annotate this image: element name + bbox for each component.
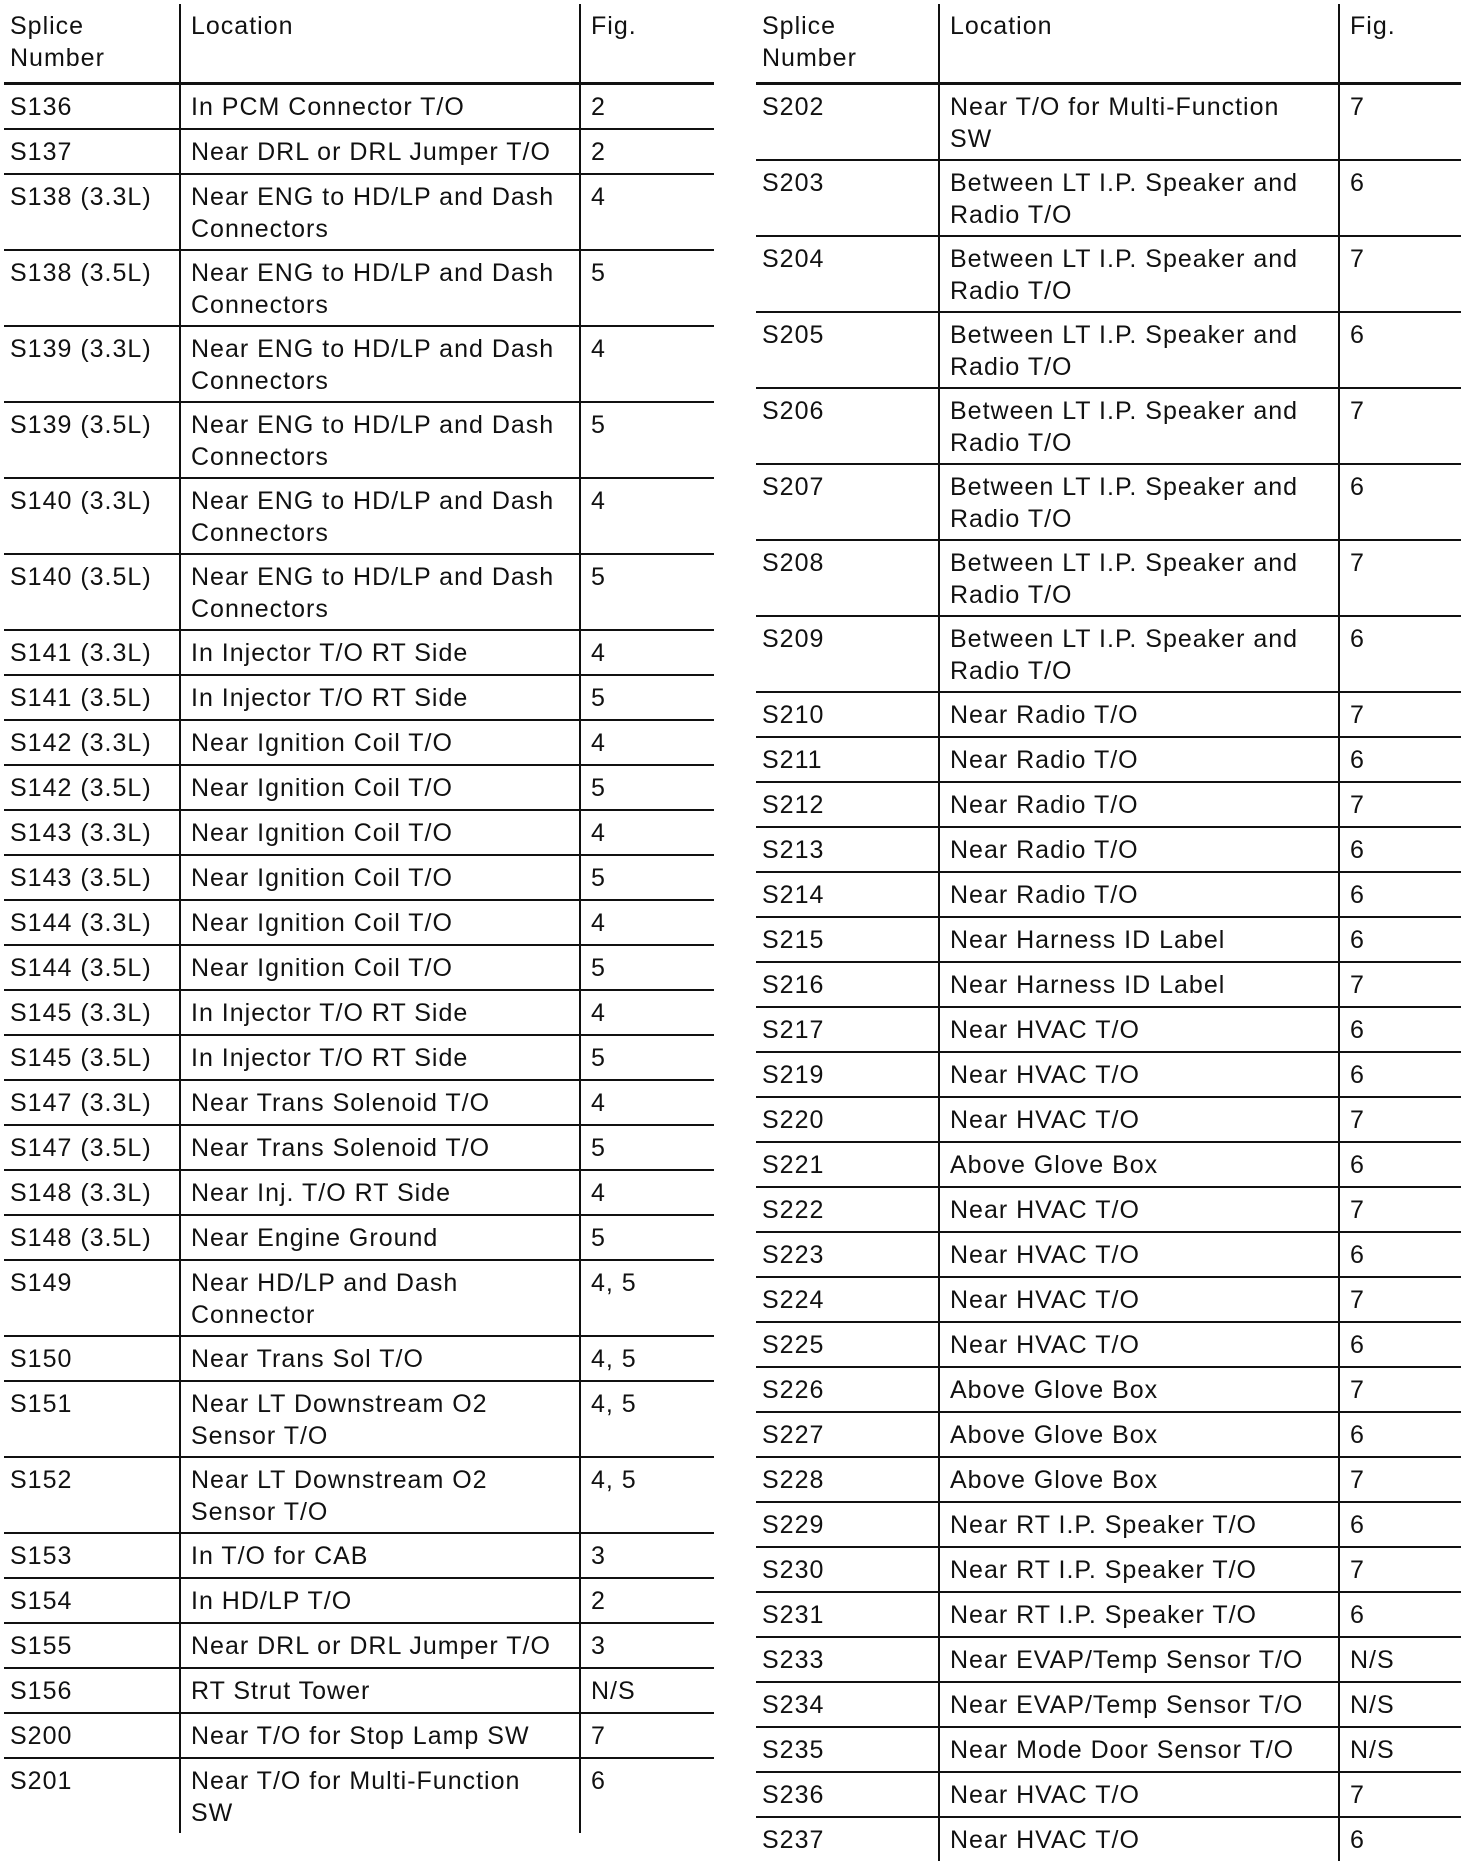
fig-cell: 6 [1339,872,1461,917]
fig-cell: 7 [1339,1187,1461,1232]
location-cell: In Injector T/O RT Side [180,1035,580,1080]
table-row [756,962,1461,1007]
table-row [756,1637,1461,1682]
fig-cell: 6 [1339,1052,1461,1097]
location-cell: Near ENG to HD/LP and Dash Connectors [180,402,580,478]
splice-number-cell: S143 (3.5L) [4,855,180,900]
fig-cell: 6 [1339,737,1461,782]
location-cell: Near ENG to HD/LP and Dash Connectors [180,326,580,402]
splice-number-cell: S153 [4,1533,180,1578]
table-row [756,1232,1461,1277]
table-row [4,1533,714,1578]
header-splice-number: Splice Number [756,4,939,84]
table-row [756,872,1461,917]
fig-cell: 4 [580,810,714,855]
splice-number-cell: S229 [756,1502,939,1547]
splice-number-cell: S201 [4,1758,180,1833]
table-row [4,174,714,250]
splice-number-cell: S220 [756,1097,939,1142]
table-row [756,1412,1461,1457]
fig-cell: 7 [1339,540,1461,616]
table-row [756,1682,1461,1727]
splice-number-cell: S154 [4,1578,180,1623]
fig-cell: 6 [1339,827,1461,872]
location-cell: Above Glove Box [939,1457,1339,1502]
fig-cell: 5 [580,1035,714,1080]
table-row [756,236,1461,312]
location-cell: Near Radio T/O [939,692,1339,737]
table-row [756,1727,1461,1772]
fig-cell: 2 [580,129,714,174]
splice-number-cell: S151 [4,1381,180,1457]
fig-cell: 7 [1339,1547,1461,1592]
fig-cell: 6 [1339,1007,1461,1052]
location-cell: Between LT I.P. Speaker and Radio T/O [939,540,1339,616]
splice-number-cell: S205 [756,312,939,388]
fig-cell: 5 [580,1125,714,1170]
location-cell: Near Inj. T/O RT Side [180,1170,580,1215]
fig-cell: 4 [580,1080,714,1125]
location-cell: Near Harness ID Label [939,962,1339,1007]
splice-number-cell: S204 [756,236,939,312]
fig-cell: 7 [580,1713,714,1758]
splice-number-cell: S138 (3.3L) [4,174,180,250]
location-cell: Near Ignition Coil T/O [180,945,580,990]
location-cell: Near RT I.P. Speaker T/O [939,1547,1339,1592]
fig-cell: 2 [580,84,714,130]
table-row [756,827,1461,872]
table-row [4,478,714,554]
splice-number-cell: S144 (3.5L) [4,945,180,990]
location-cell: Near Trans Sol T/O [180,1336,580,1381]
table-row [4,84,714,130]
table-row [4,1668,714,1713]
location-cell: Near Radio T/O [939,872,1339,917]
table-row [756,1187,1461,1232]
table-row [756,1052,1461,1097]
location-cell: Near Radio T/O [939,737,1339,782]
splice-number-cell: S147 (3.3L) [4,1080,180,1125]
location-cell: Above Glove Box [939,1142,1339,1187]
table-header-row [756,4,1461,84]
table-row [756,1547,1461,1592]
header-location: Location [180,4,580,84]
fig-cell: 6 [1339,917,1461,962]
fig-cell: 6 [1339,1502,1461,1547]
fig-cell: 7 [1339,962,1461,1007]
table-row [4,326,714,402]
splice-number-cell: S216 [756,962,939,1007]
fig-cell: 5 [580,855,714,900]
splice-number-cell: S143 (3.3L) [4,810,180,855]
location-cell: Near HVAC T/O [939,1817,1339,1861]
splice-number-cell: S141 (3.3L) [4,630,180,675]
fig-cell: 7 [1339,388,1461,464]
splice-number-cell: S139 (3.5L) [4,402,180,478]
splice-number-cell: S225 [756,1322,939,1367]
splice-number-cell: S237 [756,1817,939,1861]
fig-cell: N/S [1339,1637,1461,1682]
table-row [4,810,714,855]
table-row [4,1260,714,1336]
fig-cell: 7 [1339,782,1461,827]
location-cell: Near T/O for Stop Lamp SW [180,1713,580,1758]
fig-cell: 4 [580,1170,714,1215]
table-row [756,917,1461,962]
splice-number-cell: S152 [4,1457,180,1533]
splice-number-cell: S200 [4,1713,180,1758]
splice-number-cell: S228 [756,1457,939,1502]
splice-number-cell: S227 [756,1412,939,1457]
splice-number-cell: S236 [756,1772,939,1817]
fig-cell: N/S [580,1668,714,1713]
table-row [4,1215,714,1260]
table-row [756,1322,1461,1367]
table-row [756,1817,1461,1861]
location-cell: Between LT I.P. Speaker and Radio T/O [939,464,1339,540]
fig-cell: 6 [1339,1142,1461,1187]
table-row [756,160,1461,236]
table-row [756,388,1461,464]
fig-cell: 4, 5 [580,1457,714,1533]
location-cell: Between LT I.P. Speaker and Radio T/O [939,160,1339,236]
table-row [4,900,714,945]
splice-table-left [4,4,714,1833]
table-row [4,1758,714,1833]
splice-number-cell: S208 [756,540,939,616]
table-row [4,945,714,990]
table-row [756,1592,1461,1637]
location-cell: Near Trans Solenoid T/O [180,1125,580,1170]
fig-cell: 5 [580,675,714,720]
fig-cell: 4 [580,478,714,554]
location-cell: Near ENG to HD/LP and Dash Connectors [180,554,580,630]
table-row [756,1457,1461,1502]
splice-table-right [756,4,1461,1861]
splice-number-cell: S222 [756,1187,939,1232]
table-row [4,765,714,810]
table-row [756,540,1461,616]
splice-number-cell: S142 (3.5L) [4,765,180,810]
table-row [756,616,1461,692]
table-row [756,312,1461,388]
location-cell: In HD/LP T/O [180,1578,580,1623]
location-cell: Near Engine Ground [180,1215,580,1260]
fig-cell: 7 [1339,1277,1461,1322]
fig-cell: 6 [1339,312,1461,388]
splice-number-cell: S156 [4,1668,180,1713]
location-cell: Between LT I.P. Speaker and Radio T/O [939,236,1339,312]
splice-number-cell: S212 [756,782,939,827]
splice-number-cell: S206 [756,388,939,464]
location-cell: Between LT I.P. Speaker and Radio T/O [939,312,1339,388]
fig-cell: 7 [1339,692,1461,737]
location-cell: Near HVAC T/O [939,1187,1339,1232]
location-cell: Near Ignition Coil T/O [180,900,580,945]
table-row [4,855,714,900]
location-cell: Between LT I.P. Speaker and Radio T/O [939,388,1339,464]
table-row [4,1125,714,1170]
table-row [4,402,714,478]
location-cell: Near HVAC T/O [939,1007,1339,1052]
table-row [4,1080,714,1125]
splice-number-cell: S137 [4,129,180,174]
location-cell: Near Ignition Coil T/O [180,765,580,810]
fig-cell: 5 [580,250,714,326]
splice-number-cell: S139 (3.3L) [4,326,180,402]
fig-cell: 5 [580,402,714,478]
location-cell: Near DRL or DRL Jumper T/O [180,1623,580,1668]
location-cell: Near LT Downstream O2 Sensor T/O [180,1457,580,1533]
fig-cell: 6 [1339,1412,1461,1457]
table-row [4,250,714,326]
fig-cell: N/S [1339,1727,1461,1772]
fig-cell: 4, 5 [580,1260,714,1336]
table-row [756,1007,1461,1052]
splice-number-cell: S138 (3.5L) [4,250,180,326]
splice-number-cell: S217 [756,1007,939,1052]
table-row [4,129,714,174]
table-row [4,1336,714,1381]
splice-number-cell: S155 [4,1623,180,1668]
fig-cell: 6 [1339,616,1461,692]
location-cell: Near ENG to HD/LP and Dash Connectors [180,174,580,250]
fig-cell: 6 [591,1767,606,1795]
table-row [756,464,1461,540]
location-cell: Near Radio T/O [939,782,1339,827]
splice-number-cell: S230 [756,1547,939,1592]
fig-cell: 4 [580,326,714,402]
location-cell: In Injector T/O RT Side [180,675,580,720]
splice-number-cell: S141 (3.5L) [4,675,180,720]
fig-cell: 5 [580,945,714,990]
location-cell: Near HVAC T/O [939,1052,1339,1097]
fig-cell: 6 [1350,1826,1365,1854]
location-cell: In Injector T/O RT Side [180,990,580,1035]
table-row [756,1277,1461,1322]
splice-number-cell: S210 [756,692,939,737]
fig-cell: 4 [580,630,714,675]
splice-number-cell: S224 [756,1277,939,1322]
splice-number-cell: S147 (3.5L) [4,1125,180,1170]
location-cell: Near HVAC T/O [939,1277,1339,1322]
location-cell: Near HVAC T/O [939,1322,1339,1367]
table-row [756,692,1461,737]
location-cell: Near Radio T/O [939,827,1339,872]
table-row [4,1035,714,1080]
splice-number-cell: S223 [756,1232,939,1277]
location-cell: Near DRL or DRL Jumper T/O [180,129,580,174]
splice-number-cell: S145 (3.5L) [4,1035,180,1080]
table-row [4,1713,714,1758]
splice-number-cell: S235 [756,1727,939,1772]
location-cell: Near HVAC T/O [939,1097,1339,1142]
location-cell: Near HVAC T/O [939,1772,1339,1817]
fig-cell: 2 [580,1578,714,1623]
table-row [756,1142,1461,1187]
fig-cell: 7 [1339,236,1461,312]
table-row [756,84,1461,161]
location-cell: Near Ignition Coil T/O [180,720,580,765]
location-cell: Near Trans Solenoid T/O [180,1080,580,1125]
splice-number-cell: S203 [756,160,939,236]
splice-number-cell: S234 [756,1682,939,1727]
fig-cell: 6 [1339,464,1461,540]
splice-number-cell: S221 [756,1142,939,1187]
table-row [4,630,714,675]
fig-cell: 3 [580,1533,714,1578]
fig-cell: 4, 5 [580,1381,714,1457]
location-cell: Near HVAC T/O [939,1232,1339,1277]
fig-cell: 4 [580,900,714,945]
location-cell: Near RT I.P. Speaker T/O [939,1592,1339,1637]
fig-cell: N/S [1339,1682,1461,1727]
location-cell: Near Mode Door Sensor T/O [939,1727,1339,1772]
splice-number-cell: S136 [4,84,180,130]
location-cell: Near HD/LP and Dash Connector [180,1260,580,1336]
table-row [4,1170,714,1215]
header-fig: Fig. [580,4,714,84]
location-cell: In PCM Connector T/O [180,84,580,130]
table-row [756,782,1461,827]
location-cell: Near T/O for Multi-Function SW [939,84,1339,161]
splice-number-cell: S233 [756,1637,939,1682]
table-row [4,720,714,765]
fig-cell: 5 [580,765,714,810]
fig-cell: 5 [580,554,714,630]
location-cell: Near RT I.P. Speaker T/O [939,1502,1339,1547]
splice-number-cell: S140 (3.5L) [4,554,180,630]
table-row [756,1367,1461,1412]
fig-cell: 7 [1339,1367,1461,1412]
splice-number-cell: S144 (3.3L) [4,900,180,945]
fig-cell: 6 [1339,160,1461,236]
splice-number-cell: S207 [756,464,939,540]
splice-number-cell: S215 [756,917,939,962]
splice-number-cell: S142 (3.3L) [4,720,180,765]
location-cell: Near Ignition Coil T/O [180,855,580,900]
splice-number-cell: S150 [4,1336,180,1381]
table-row [756,1502,1461,1547]
table-row [756,1097,1461,1142]
splice-number-cell: S219 [756,1052,939,1097]
splice-number-cell: S145 (3.3L) [4,990,180,1035]
splice-number-cell: S213 [756,827,939,872]
location-cell: Near LT Downstream O2 Sensor T/O [180,1381,580,1457]
splice-number-cell: S202 [756,84,939,161]
table-row [4,1381,714,1457]
table-row [4,1623,714,1668]
location-cell: In Injector T/O RT Side [180,630,580,675]
location-cell: Between LT I.P. Speaker and Radio T/O [939,616,1339,692]
splice-number-cell: S226 [756,1367,939,1412]
splice-number-cell: S148 (3.5L) [4,1215,180,1260]
fig-cell: 7 [1339,1097,1461,1142]
splice-number-cell: S209 [756,616,939,692]
fig-cell: 6 [1339,1322,1461,1367]
splice-number-cell: S231 [756,1592,939,1637]
table-row [4,1457,714,1533]
fig-cell: 3 [580,1623,714,1668]
header-fig: Fig. [1339,4,1461,84]
table-row [756,737,1461,782]
fig-cell: 4 [580,720,714,765]
table-row [4,554,714,630]
location-cell: In T/O for CAB [180,1533,580,1578]
fig-cell: 5 [580,1215,714,1260]
table-row [4,675,714,720]
splice-number-cell: S148 (3.3L) [4,1170,180,1215]
header-splice-number: Splice Number [4,4,180,84]
location-cell: Near Ignition Coil T/O [180,810,580,855]
fig-cell: 7 [1339,1772,1461,1817]
fig-cell: 4, 5 [580,1336,714,1381]
fig-cell: 4 [580,174,714,250]
location-cell: Near ENG to HD/LP and Dash Connectors [180,250,580,326]
table-header-row [4,4,714,84]
location-cell: Near T/O for Multi-Function SW [180,1758,580,1833]
location-cell: Above Glove Box [939,1412,1339,1457]
location-cell: Near EVAP/Temp Sensor T/O [939,1637,1339,1682]
fig-cell: 7 [1339,1457,1461,1502]
location-cell: Near Harness ID Label [939,917,1339,962]
splice-number-cell: S211 [756,737,939,782]
location-cell: RT Strut Tower [180,1668,580,1713]
splice-number-cell: S140 (3.3L) [4,478,180,554]
table-row [4,990,714,1035]
location-cell: Above Glove Box [939,1367,1339,1412]
location-cell: Near ENG to HD/LP and Dash Connectors [180,478,580,554]
fig-cell: 6 [1339,1232,1461,1277]
splice-number-cell: S149 [4,1260,180,1336]
table-row [4,1578,714,1623]
fig-cell: 6 [1339,1592,1461,1637]
splice-number-cell: S214 [756,872,939,917]
fig-cell: 7 [1339,84,1461,161]
fig-cell: 4 [580,990,714,1035]
table-row [756,1772,1461,1817]
header-location: Location [939,4,1339,84]
location-cell: Near EVAP/Temp Sensor T/O [939,1682,1339,1727]
